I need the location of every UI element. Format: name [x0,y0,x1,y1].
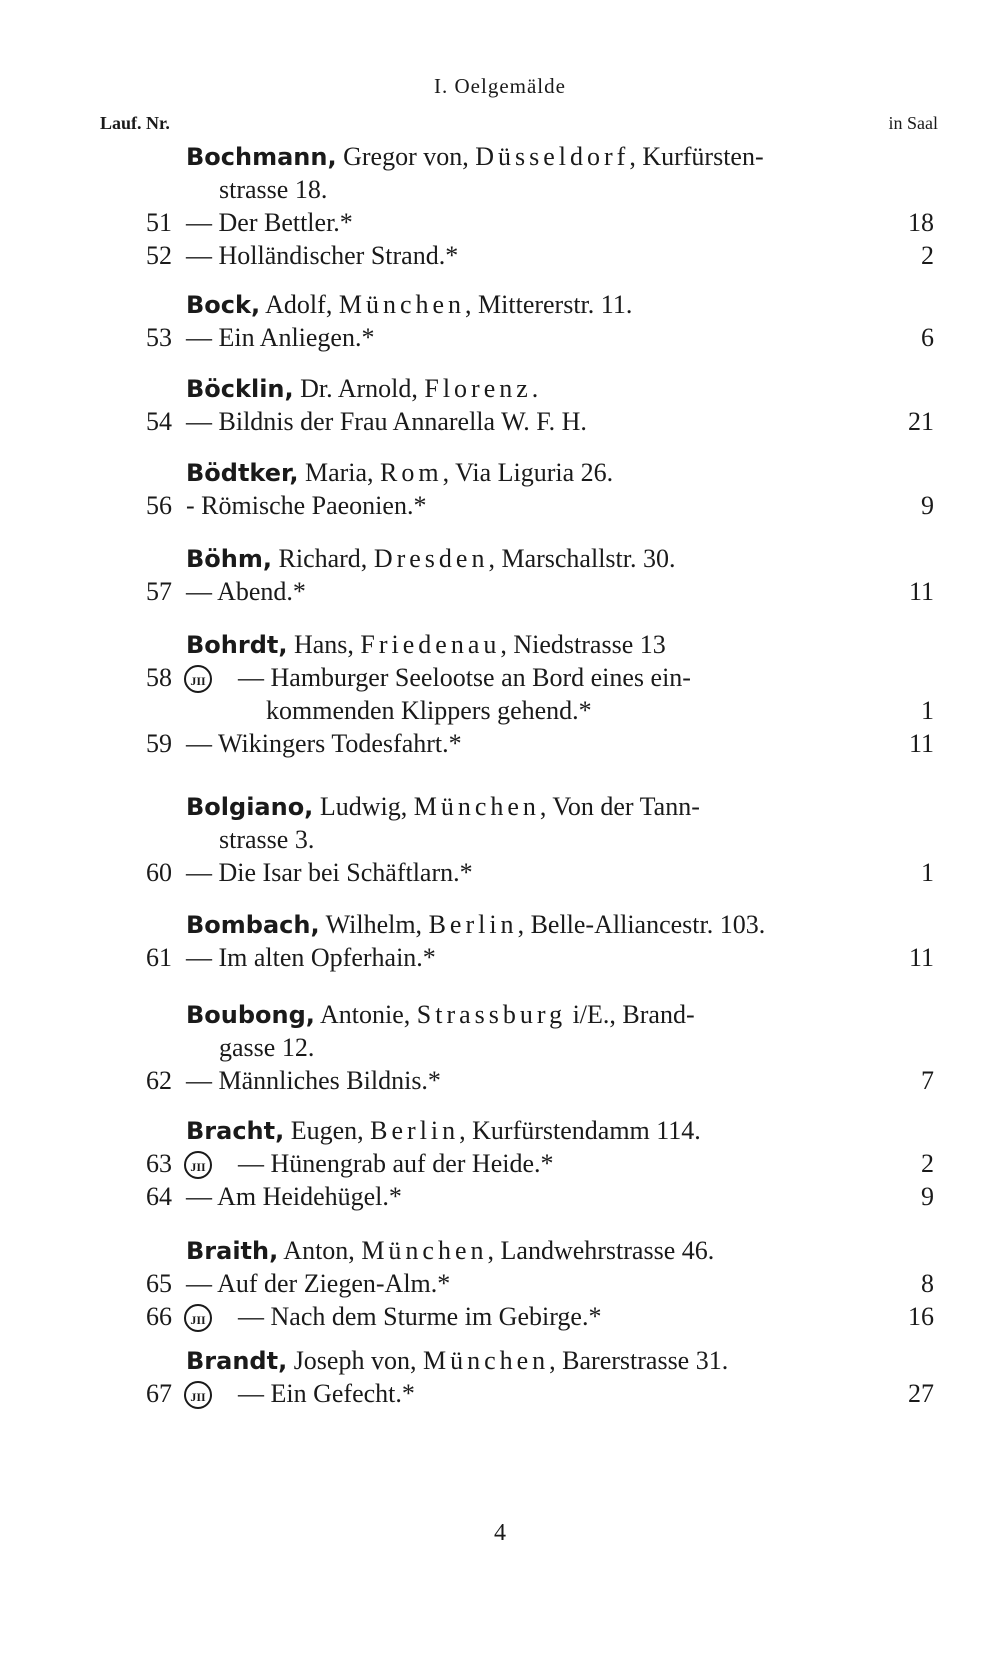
artist-heading [186,140,886,174]
jubilee-badge-icon: JII [184,1151,212,1179]
artist-address: , Kurfürsten- [629,142,764,171]
artwork-row [0,1267,1000,1300]
artwork-number: 54 [146,407,172,436]
artist-heading [186,456,886,490]
artwork-row [0,856,1000,889]
artwork-number: 56 [146,491,172,520]
artist-address: i/E., Brand- [566,1000,695,1029]
artist-address: . [531,374,539,403]
artwork-row [0,1377,1000,1410]
artwork-number: 51 [146,208,172,237]
artwork-room: 11 [908,943,934,972]
artwork-title: - Römische Paeonien.* [186,491,427,520]
artist-address: , Kurfürstendamm 114. [459,1116,701,1145]
artist-firstname: Ludwig, [313,792,414,821]
artist-heading [186,908,886,942]
page-number: 4 [494,1520,506,1546]
artwork-row [0,727,1000,760]
artist-city: München [422,1346,550,1375]
artist-firstname: Antonie, [314,1000,417,1029]
artwork-room: 27 [908,1379,934,1408]
artwork-room: 2 [921,1149,934,1178]
artwork-room: 6 [921,323,934,352]
artwork-room: 11 [908,729,934,758]
artist-name: Bohrdt, [186,631,288,659]
artist-address: , Barerstrasse 31. [549,1346,729,1375]
artist-heading [186,372,886,406]
artwork-row [0,661,1000,694]
artwork-row [0,1300,1000,1333]
artwork-title: — Hünengrab auf der Heide.* [238,1149,554,1178]
artwork-number: 59 [146,729,172,758]
artwork-room: 16 [908,1302,934,1331]
artist-city: Rom [380,458,443,487]
artwork-title: — Bildnis der Frau Annarella W. F. H. [186,407,587,436]
artwork-title: — Auf der Ziegen-Alm.* [186,1269,451,1298]
artist-heading [186,288,886,322]
artwork-room: 8 [921,1269,934,1298]
artwork-title: — Nach dem Sturme im Gebirge.* [238,1302,602,1331]
artist-city: Berlin [370,1116,460,1145]
artist-firstname: Wilhelm, [319,910,429,939]
artist-name: Bock, [186,291,261,319]
artwork-title: — Wikingers Todesfahrt.* [186,729,462,758]
artwork-room: 21 [908,407,934,436]
artist-firstname: Maria, [298,458,381,487]
artwork-room: 7 [921,1066,934,1095]
artwork-title: — Ein Anliegen.* [186,323,375,352]
jubilee-badge-icon: JII [184,665,212,693]
artwork-row [0,239,1000,272]
artist-name: Bochmann, [186,143,337,171]
artwork-number: 67 [146,1379,172,1408]
artwork-title-continued: kommenden Klippers gehend.* [266,696,592,725]
artwork-room: 1 [921,858,934,887]
artwork-title: — Abend.* [186,577,306,606]
artist-address: , Marschallstr. 30. [488,544,676,573]
artist-city: Friedenau [360,630,501,659]
artist-address: , Belle-Alliancestr. 103. [517,910,766,939]
artist-name: Boubong, [186,1001,315,1029]
artwork-title: — Die Isar bei Schäftlarn.* [186,858,473,887]
artwork-number: 66 [146,1302,172,1331]
artist-address: , Niedstrasse 13 [500,630,666,659]
artwork-room: 2 [921,241,934,270]
artist-address: , Via Liguria 26. [442,458,614,487]
jubilee-badge-icon: JII [184,1381,212,1409]
artwork-row [0,1064,1000,1097]
artist-firstname: Joseph von, [287,1346,423,1375]
artwork-row [0,321,1000,354]
artwork-title: — Ein Gefecht.* [238,1379,415,1408]
artist-city: Florenz [424,374,532,403]
artwork-number: 62 [146,1066,172,1095]
artist-heading [186,1344,886,1378]
artwork-title: — Der Bettler.* [186,208,353,237]
artwork-room: 9 [921,491,934,520]
artist-heading [186,790,886,824]
artist-name: Brandt, [186,1347,288,1375]
artist-firstname: Eugen, [284,1116,371,1145]
artist-city: München [413,792,540,821]
artist-city: München [338,290,466,319]
artwork-row [0,1147,1000,1180]
artist-city: Strassburg [416,1000,567,1029]
artist-name: Bracht, [186,1117,285,1145]
artist-heading [186,1114,886,1148]
artist-firstname: Hans, [287,630,361,659]
artist-firstname: Gregor von, [336,142,476,171]
artist-name: Bödtker, [186,459,299,487]
artwork-title: — Hamburger Seelootse an Bord eines ein- [238,663,691,692]
artwork-title: — Holländischer Strand.* [186,241,459,270]
jubilee-badge-icon: JII [184,1304,212,1332]
artwork-title: — Am Heidehügel.* [186,1182,402,1211]
artist-address-continued: gasse 12. [219,1033,315,1062]
artist-address-continued: strasse 3. [219,825,315,854]
artist-heading [186,1234,886,1268]
artwork-number: 65 [146,1269,172,1298]
artist-city: Düsseldorf [475,142,630,171]
artist-address: , Landwehrstrasse 46. [487,1236,715,1265]
artwork-number: 58 [146,663,172,692]
artist-address: , Mittererstr. 11. [465,290,633,319]
artist-name: Böhm, [186,545,272,573]
artwork-number: 57 [146,577,172,606]
artwork-row [0,489,1000,522]
artwork-number: 53 [146,323,172,352]
artwork-room: 9 [921,1182,934,1211]
artist-heading [186,998,886,1032]
artist-name: Böcklin, [186,375,294,403]
artwork-row [0,941,1000,974]
artist-firstname: Anton, [278,1236,362,1265]
artist-city: Berlin [428,910,518,939]
artist-name: Bombach, [186,911,320,939]
artwork-title: — Männliches Bildnis.* [186,1066,441,1095]
artist-address-continued: strasse 18. [219,175,328,204]
artwork-row [0,206,1000,239]
artist-name: Bolgiano, [186,793,314,821]
column-header-number: Lauf. Nr. [100,113,170,133]
artwork-room: 18 [908,208,934,237]
artwork-row [0,405,1000,438]
column-header-room: in Saal [888,113,938,133]
chapter-heading: I. Oelgemälde [434,74,566,98]
artwork-row [0,575,1000,608]
artist-firstname: Adolf, [260,290,339,319]
artwork-title: — Im alten Opferhain.* [186,943,436,972]
artist-firstname: Dr. Arnold, [293,374,425,403]
artwork-room: 11 [908,577,934,606]
artwork-number: 63 [146,1149,172,1178]
artwork-number: 64 [146,1182,172,1211]
artist-address: , Von der Tann- [539,792,700,821]
artist-name: Braith, [186,1237,279,1265]
artwork-number: 52 [146,241,172,270]
artwork-number: 60 [146,858,172,887]
artwork-number: 61 [146,943,172,972]
artist-heading [186,628,886,662]
artist-city: München [361,1236,488,1265]
artist-city: Dresden [373,544,489,573]
artist-heading [186,542,886,576]
artwork-row [0,1180,1000,1213]
artwork-room: 1 [921,696,934,725]
artist-firstname: Richard, [272,544,374,573]
